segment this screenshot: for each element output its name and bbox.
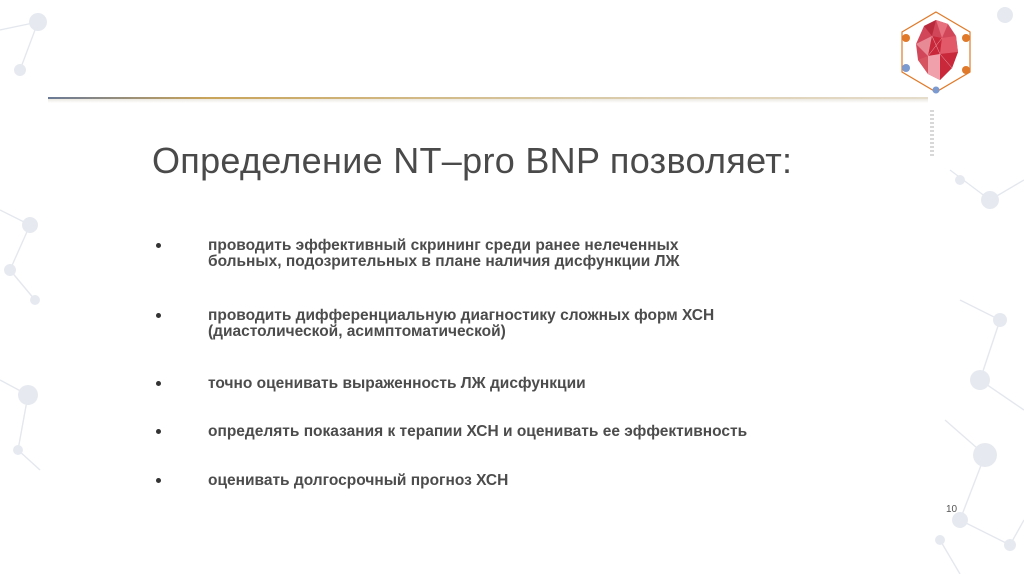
bullet-dot-icon	[156, 381, 161, 386]
list-item	[156, 473, 896, 489]
bullet-dot-icon	[156, 478, 161, 483]
list-item-line: проводить дифференциальную диагностику сложных форм ХСН	[208, 307, 715, 324]
list-item-line: определять показания к терапии ХСН и оценивать ее эффективность	[208, 423, 748, 440]
slide-title: Определение NT–pro BNP позволяет:	[152, 140, 793, 181]
bullet-dot-icon	[156, 429, 161, 434]
vertical-side-text	[930, 110, 934, 158]
list-item-line: больных, подозрительных в плане наличия дисфункции ЛЖ	[208, 253, 680, 270]
bullet-dot-icon	[156, 243, 161, 248]
list-item-line: точно оценивать выраженность ЛЖ дисфункции	[208, 375, 586, 392]
heart-polygon-icon	[892, 8, 980, 96]
bullet-list	[156, 238, 896, 489]
list-item	[156, 424, 896, 440]
list-item-line: (диастолической, асимптоматической)	[208, 323, 506, 340]
bullet-dot-icon	[156, 313, 161, 318]
page-number: 10	[946, 504, 958, 515]
header-divider-shadow	[48, 99, 928, 103]
list-item	[156, 308, 896, 340]
list-item	[156, 238, 896, 270]
list-item-line: оценивать долгосрочный прогноз ХСН	[208, 472, 509, 489]
list-item	[156, 376, 896, 392]
list-item-line: проводить эффективный скрининг среди ранее нелеченных	[208, 237, 679, 254]
